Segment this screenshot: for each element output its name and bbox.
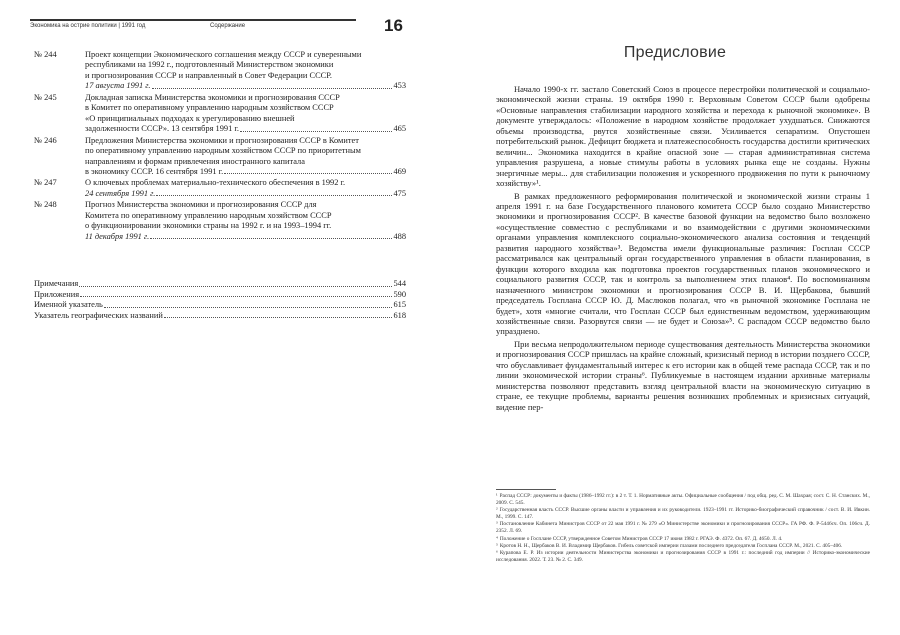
toc-date: 17 августа 1991 г. bbox=[85, 81, 151, 91]
book-title: Экономика на острие политики | 1991 год bbox=[30, 23, 146, 29]
appendix-page: 590 bbox=[393, 289, 406, 299]
section-title: Содержание bbox=[210, 23, 246, 29]
toc-line: Проект концепции Экономического соглашения между СССР и суверенными bbox=[85, 50, 362, 59]
appendix-page: 615 bbox=[393, 300, 406, 309]
footnote bbox=[496, 507, 870, 521]
appendix-item bbox=[34, 279, 406, 290]
toc-page-number: 475 bbox=[393, 188, 406, 198]
leader-dots bbox=[150, 238, 392, 239]
toc-line: направлениям и формам привлечения иностранного капитала bbox=[85, 156, 305, 166]
header-rule bbox=[30, 19, 356, 21]
appendix-page: 544 bbox=[393, 279, 406, 288]
leader-dots bbox=[80, 296, 392, 297]
footnote-text: Государственная власть СССР. Высшие органы власти и управления и их руководители. 1923–1991 гг. Историко-биографический справочник / сост. В. И. Ивкин. М., 1999. С. 147. bbox=[496, 507, 870, 521]
toc-last-line bbox=[85, 189, 406, 199]
footnote-text: Кротов Н. Н., Щербаков В. И. Владимир Щербаков. Гибель советской империи глазами последнего председателя Госплана СССР. М., 2021. С. 405–406. bbox=[499, 542, 843, 549]
leader-dots bbox=[224, 173, 392, 174]
footnote bbox=[496, 550, 870, 564]
toc-line: и прогнозирования СССР и направленный в Совет Федерации СССР. bbox=[85, 70, 332, 80]
toc-page-number: 488 bbox=[393, 231, 406, 241]
toc-date: 11 декабря 1991 г. bbox=[85, 231, 150, 241]
appendix-page: 618 bbox=[393, 310, 406, 320]
paragraph: Начало 1990-х гг. застало Советский Союз в процессе перестройки политической и социально-экономической жизни страны. 19 октября 1990 г. Верховным Советом СССР были одобрены «Основные направления стабилизации народного хозяйства и перехода к рыночной экономике». В документе утверждалось: «Положение в народном хозяйстве продолжает ухудшаться. Снижаются объемы производства, рвутся хозяйственные связи. Усиливается сепаратизм. Опустошен потребительский рынок. Дефицит бюджета и платежеспособность государства достигли критических величин... Экономика находится в крайне опасной зоне — старая административная система управления разрушена, а новые стимулы работы в условиях рынка еще не созданы. Нужны энергичные меры... для стабилизации положения и ускоренного продвижения по пути к рыночному хозяйству»¹. bbox=[496, 84, 870, 189]
page-number: 16 bbox=[384, 16, 403, 35]
leader-dots bbox=[104, 307, 393, 308]
toc-last-line bbox=[85, 232, 406, 242]
toc-line-end: задолженности СССР». 13 сентября 1991 г. bbox=[85, 124, 239, 134]
chapter-title: Предисловие bbox=[623, 44, 727, 61]
footnote-mark: ⁵ bbox=[496, 542, 498, 549]
toc-last-line bbox=[85, 167, 406, 177]
toc-line: Докладная записка Министерства экономики и прогнозирования СССР bbox=[85, 92, 340, 102]
table-of-contents bbox=[34, 50, 406, 243]
toc-line: О ключевых проблемах материально-технического обеспечения в 1992 г. bbox=[85, 178, 346, 188]
leader-dots bbox=[79, 286, 392, 287]
footnote-text: Распад СССР: документы и факты (1986–1992 гг.): в 2 т. Т. 1. Нормативные акты. Официальные сообщения / под общ. ред. С. М. Шахрая; сост. С. Н. Станских. М., 2009. С. 545. bbox=[496, 493, 870, 507]
footnote-text: Постановление Кабинета Министров СССР от 22 мая 1991 г. № 279 «О Министерстве экономики и прогнозирования СССР». ГА РФ. Ф. Р-5446сч. Оп. 106сч. Д. 2352. Л. 69. bbox=[496, 521, 870, 535]
body-text bbox=[496, 84, 870, 414]
doc-number: № 248 bbox=[34, 200, 57, 210]
toc-line: «О принципиальных подходах к урегулированию внешней bbox=[85, 113, 295, 123]
footnote-mark: ⁴ bbox=[496, 535, 498, 542]
toc-page-number: 465 bbox=[393, 124, 406, 134]
appendix-list bbox=[34, 279, 406, 321]
toc-last-line bbox=[85, 81, 406, 91]
footnote bbox=[496, 493, 870, 507]
right-page bbox=[450, 0, 900, 635]
doc-number: № 245 bbox=[34, 92, 57, 102]
toc-line-end: в экономику СССР. 16 сентября 1991 г. bbox=[85, 166, 224, 176]
toc-last-line bbox=[85, 124, 406, 134]
paragraph: При весьма непродолжительном периоде существования деятельность Министерства экономики и прогнозирования СССР пришлась на крайне сложный, кризисный период в истории позднего СССР, что обуславливает фундаментальный интерес к его истории как в общей теме распада СССР, так и по линии экономической истории страны⁶. Публикуемые в настоящем издании архивные материалы министерства позволяют представить взгляд центральной власти на экономическую ситуацию в стране, ее текущие проблемы, варианты решения возникших проблемных и кризисных ситуаций, видение пер- bbox=[496, 338, 870, 412]
toc-entry bbox=[34, 136, 406, 178]
footnote bbox=[496, 543, 870, 550]
footnote-mark: ⁶ bbox=[496, 549, 498, 556]
appendix-label: Приложения bbox=[34, 289, 80, 299]
leader-dots bbox=[152, 88, 393, 89]
toc-entry bbox=[34, 200, 406, 242]
toc-line: Прогноз Министерства экономики и прогнозирования СССР для bbox=[85, 200, 317, 210]
toc-line: Предложения Министерства экономики и прогнозирования СССР в Комитет bbox=[85, 135, 359, 145]
leader-dots bbox=[156, 195, 392, 196]
appendix-item bbox=[34, 311, 406, 322]
leader-dots bbox=[240, 131, 392, 132]
footnote bbox=[496, 521, 870, 535]
footnote-mark: ³ bbox=[496, 521, 498, 528]
toc-date: 24 сентября 1991 г. bbox=[85, 188, 156, 198]
toc-line: Комитета по оперативному управлению народным хозяйством СССР bbox=[85, 210, 332, 220]
toc-entry bbox=[34, 93, 406, 135]
footnote-mark: ¹ bbox=[496, 493, 498, 499]
footnote bbox=[496, 536, 870, 543]
toc-line: по оперативному управлению народным хозяйством СССР по приоритетным bbox=[85, 146, 361, 156]
toc-line: республиками на 1992 г., подготовленный Министерством экономики bbox=[85, 60, 334, 70]
appendix-item bbox=[34, 290, 406, 301]
paragraph: В рамках предложенного реформирования политической и экономической жизни страны 1 апреля 1991 г. на базе Государственного планового комитета СССР было создано Министерство экономики и прогнозирования СССР². В качестве базовой функции на ведомство было возложено «осуществление совместно с республиками и во взаимодействии с другими экономическими органами управления комплексного социально-экономического анализа состояния и тенденций развития народного хозяйства»³. Ведомства имели функциональные различия: Госплан СССР рассматривался как центральный орган государственного управления в области планирования, в функции которого входила как подготовка проектов государственных планов экономического и социального развития СССР, так и контроль за выполнением этих планов⁴. По воспоминаниям назначенного министром экономики и прогнозирования СССР В. И. Щербакова, бывший председатель Госплана СССР Ю. Д. Маслюков полагал, что «в рыночной экономике Госплана не будет», хотя «многие считали, что Госплан СССР был единственным ведомством, удерживающим хозяйственные связи. Разорвутся связи — не будет и Союза»⁵. С распадом СССР ведомство было упразднено. bbox=[496, 190, 870, 337]
doc-number: № 247 bbox=[34, 178, 57, 188]
appendix-label: Примечания bbox=[34, 279, 79, 288]
doc-number: № 244 bbox=[34, 50, 57, 59]
toc-entry bbox=[34, 50, 406, 92]
footnote-rule bbox=[496, 489, 556, 490]
leader-dots bbox=[164, 317, 393, 318]
footnote-mark: ² bbox=[496, 507, 498, 514]
appendix-label: Указатель географических названий bbox=[34, 310, 163, 320]
footnotes bbox=[496, 493, 870, 564]
footnote-text: Положение о Госплане СССР, утвержденное Советом Министров СССР 17 июня 1982 г. РГАЭ. Ф. 4372. Оп. 67. Д. 4650. Л. 4. bbox=[499, 535, 783, 542]
appendix-label: Именной указатель bbox=[34, 300, 103, 309]
toc-page-number: 469 bbox=[393, 166, 406, 176]
toc-page-number: 453 bbox=[393, 81, 406, 91]
doc-number: № 246 bbox=[34, 135, 57, 145]
toc-entry bbox=[34, 178, 406, 199]
toc-line: о функционировании экономики страны на 1992 г. и на 1993–1994 гг. bbox=[85, 221, 332, 231]
footnote-text: Курапова Е. Р. Из истории деятельности Министерства экономики и прогнозирования СССР в 1991 г.: последний год империи // Историко-экономические исследования. 2022. Т. 23. № 2. С. 349. bbox=[496, 549, 870, 563]
toc-line: в Комитет по оперативному управлению народным хозяйством СССР bbox=[85, 103, 334, 113]
appendix-item bbox=[34, 300, 406, 311]
